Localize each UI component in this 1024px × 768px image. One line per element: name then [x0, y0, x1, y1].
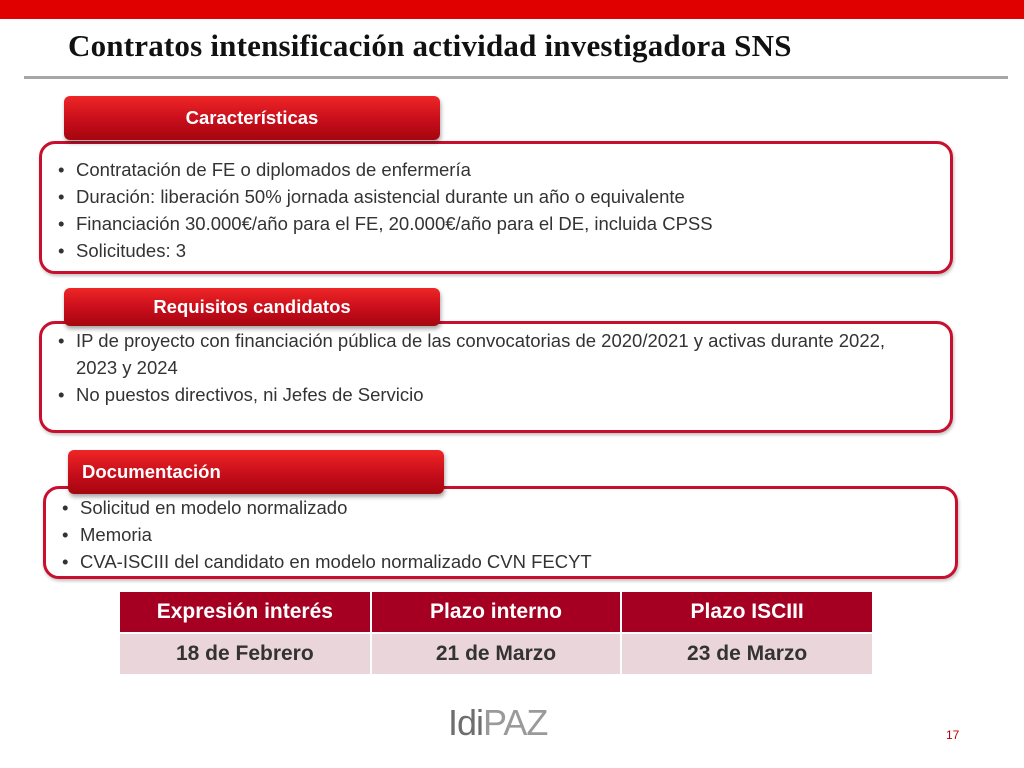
caracteristicas-list [58, 156, 950, 264]
caracteristicas-box [39, 141, 953, 274]
requisitos-heading [64, 288, 440, 326]
page-number: 17 [946, 728, 960, 742]
header-expresion-interes: Expresión interés [120, 592, 371, 633]
slide-title: Contratos intensificación actividad investigadora SNS [68, 28, 792, 63]
list-item: • Contratación de FE o diplomados de enfermería [58, 156, 950, 183]
caracteristicas-heading-label: Características [185, 107, 319, 128]
idipaz-logo [448, 703, 547, 743]
header-plazo-isciii: Plazo ISCIII [621, 592, 872, 633]
header-plazo-interno: Plazo interno [371, 592, 622, 633]
top-accent-bar [0, 0, 1024, 19]
requisitos-heading-label: Requisitos candidatos [153, 296, 351, 317]
title-divider [24, 76, 1008, 79]
table-row [120, 633, 872, 674]
documentacion-heading [68, 450, 444, 494]
list-item: • CVA-ISCIII del candidato en modelo normalizado CVN FECYT [62, 548, 955, 575]
requisitos-list [58, 327, 930, 408]
documentacion-heading-label: Documentación [82, 461, 221, 482]
logo-part-paz: PAZ [483, 702, 548, 743]
list-item: • Memoria [62, 521, 955, 548]
list-item: • Duración: liberación 50% jornada asistencial durante un año o equivalente [58, 183, 950, 210]
cell-plazo-interno: 21 de Marzo [371, 633, 622, 674]
logo-part-idi: Idi [448, 702, 484, 743]
table-header-row [120, 592, 872, 633]
cell-expresion-interes: 18 de Febrero [120, 633, 371, 674]
list-item: • No puestos directivos, ni Jefes de Servicio [58, 381, 930, 408]
requisitos-box [39, 321, 953, 433]
list-item: • Financiación 30.000€/año para el FE, 20.000€/año para el DE, incluida CPSS [58, 210, 950, 237]
list-item: • Solicitud en modelo normalizado [62, 494, 955, 521]
cell-plazo-isciii: 23 de Marzo [621, 633, 872, 674]
dates-table [120, 592, 872, 674]
list-item: • IP de proyecto con financiación pública de las convocatorias de 2020/2021 y activas durante 2022, 2023 y 2024 [58, 327, 930, 381]
documentacion-list [62, 494, 955, 575]
documentacion-box [43, 486, 958, 579]
list-item: • Solicitudes: 3 [58, 237, 950, 264]
caracteristicas-heading [64, 96, 440, 140]
